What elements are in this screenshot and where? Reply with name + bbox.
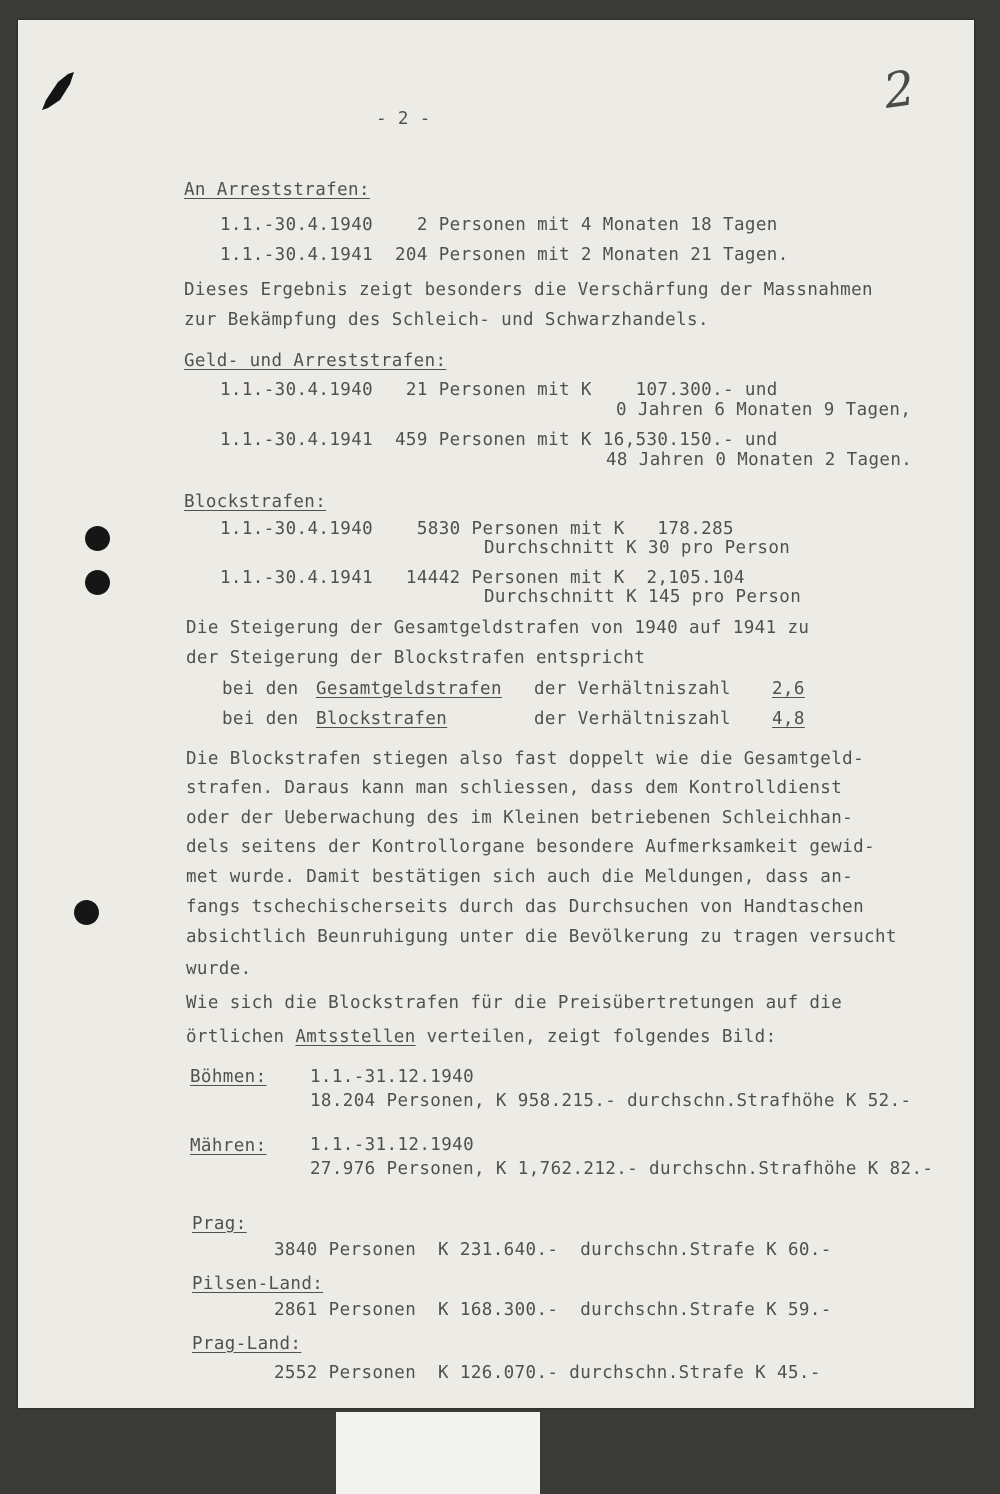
ratio-value-4-8: 4,8: [772, 709, 805, 729]
analysis-line: dels seitens der Kontrollorgane besondere Aufmerksamkeit gewid-: [186, 837, 875, 857]
analysis-line: Die Blockstrafen stiegen also fast doppelt wie die Gesamtgeld-: [186, 749, 865, 769]
ratio-prefix: bei den: [222, 679, 299, 699]
geld-heading: Geld- und Arreststrafen:: [184, 351, 447, 371]
increase-line: Die Steigerung der Gesamtgeldstrafen von 1940 auf 1941 zu: [186, 618, 810, 638]
distribution-line-2: örtlichen Amtsstellen verteilen, zeigt folgendes Bild:: [186, 1027, 777, 1047]
handwritten-page-number: 2: [880, 60, 919, 120]
punch-hole-top: [85, 526, 110, 551]
office-name-pilsen-land: Pilsen-Land:: [192, 1274, 324, 1294]
geld-row-1940-duration: 0 Jahren 6 Monaten 9 Tagen,: [616, 400, 912, 420]
region-detail: 27.976 Personen, K 1,762.212.- durchschn.Strafhöhe K 82.-: [310, 1159, 934, 1179]
analysis-line: met wurde. Damit bestätigen sich auch die Meldungen, dass an-: [186, 867, 854, 887]
ratio-value-2-6: 2,6: [772, 679, 805, 699]
office-name-prag: Prag:: [192, 1214, 247, 1234]
ratio-label: der Verhältniszahl: [534, 679, 731, 699]
office-detail: 3840 Personen K 231.640.- durchschn.Strafe K 60.-: [274, 1240, 832, 1260]
ratio-label: der Verhältniszahl: [534, 709, 731, 729]
region-period: 1.1.-31.12.1940: [310, 1067, 475, 1087]
analysis-line: oder der Ueberwachung des im Kleinen betriebenen Schleichhan-: [186, 808, 854, 828]
region-detail: 18.204 Personen, K 958.215.- durchschn.Strafhöhe K 52.-: [310, 1091, 912, 1111]
analysis-line: strafen. Daraus kann man schliessen, dass dem Kontrolldienst: [186, 778, 843, 798]
distribution-line: Wie sich die Blockstrafen für die Preisübertretungen auf die: [186, 993, 843, 1013]
geld-row-1940: 1.1.-30.4.1940 21 Personen mit K 107.300.- und: [220, 380, 778, 400]
geld-row-1941-duration: 48 Jahren 0 Monaten 2 Tagen.: [606, 450, 913, 470]
paper-strip: [336, 1412, 540, 1494]
result-para-line: Dieses Ergebnis zeigt besonders die Verschärfung der Massnahmen: [184, 280, 873, 300]
office-name-prag-land: Prag-Land:: [192, 1334, 302, 1354]
analysis-line: fangs tschechischerseits durch das Durchsuchen von Handtaschen: [186, 897, 865, 917]
analysis-line: wurde.: [186, 959, 252, 979]
office-detail: 2552 Personen K 126.070.- durchschn.Strafe K 45.-: [274, 1363, 821, 1383]
analysis-line: absichtlich Beunruhigung unter die Bevölkerung zu tragen versucht: [186, 927, 897, 947]
ratio-term-gesamtgeldstrafen: Gesamtgeldstrafen: [316, 679, 502, 699]
increase-line: der Steigerung der Blockstrafen entspricht: [186, 648, 646, 668]
ratio-term-blockstrafen: Blockstrafen: [316, 709, 448, 729]
arrest-row-1940: 1.1.-30.4.1940 2 Personen mit 4 Monaten 18 Tagen: [220, 215, 778, 235]
arrest-row-1941: 1.1.-30.4.1941 204 Personen mit 2 Monaten 21 Tagen.: [220, 245, 789, 265]
amtsstellen-term: Amtsstellen: [295, 1027, 416, 1047]
block-row-1940-average: Durchschnitt K 30 pro Person: [484, 538, 791, 558]
office-detail: 2861 Personen K 168.300.- durchschn.Strafe K 59.-: [274, 1300, 832, 1320]
torn-corner-mark: [40, 70, 78, 112]
region-name-boehmen: Böhmen:: [190, 1067, 267, 1087]
region-name-maehren: Mähren:: [190, 1136, 267, 1156]
block-row-1941: 1.1.-30.4.1941 14442 Personen mit K 2,105.104: [220, 568, 745, 588]
punch-hole-bottom: [74, 900, 99, 925]
geld-row-1941: 1.1.-30.4.1941 459 Personen mit K 16,530.150.- und: [220, 430, 778, 450]
region-period: 1.1.-31.12.1940: [310, 1135, 475, 1155]
punch-hole-middle: [85, 570, 110, 595]
block-row-1941-average: Durchschnitt K 145 pro Person: [484, 587, 802, 607]
block-heading: Blockstrafen:: [184, 492, 327, 512]
block-row-1940: 1.1.-30.4.1940 5830 Personen mit K 178.285: [220, 519, 734, 539]
result-para-line: zur Bekämpfung des Schleich- und Schwarzhandels.: [184, 310, 709, 330]
arrest-heading: An Arreststrafen:: [184, 180, 370, 200]
page-number: - 2 -: [376, 109, 431, 129]
ratio-prefix: bei den: [222, 709, 299, 729]
